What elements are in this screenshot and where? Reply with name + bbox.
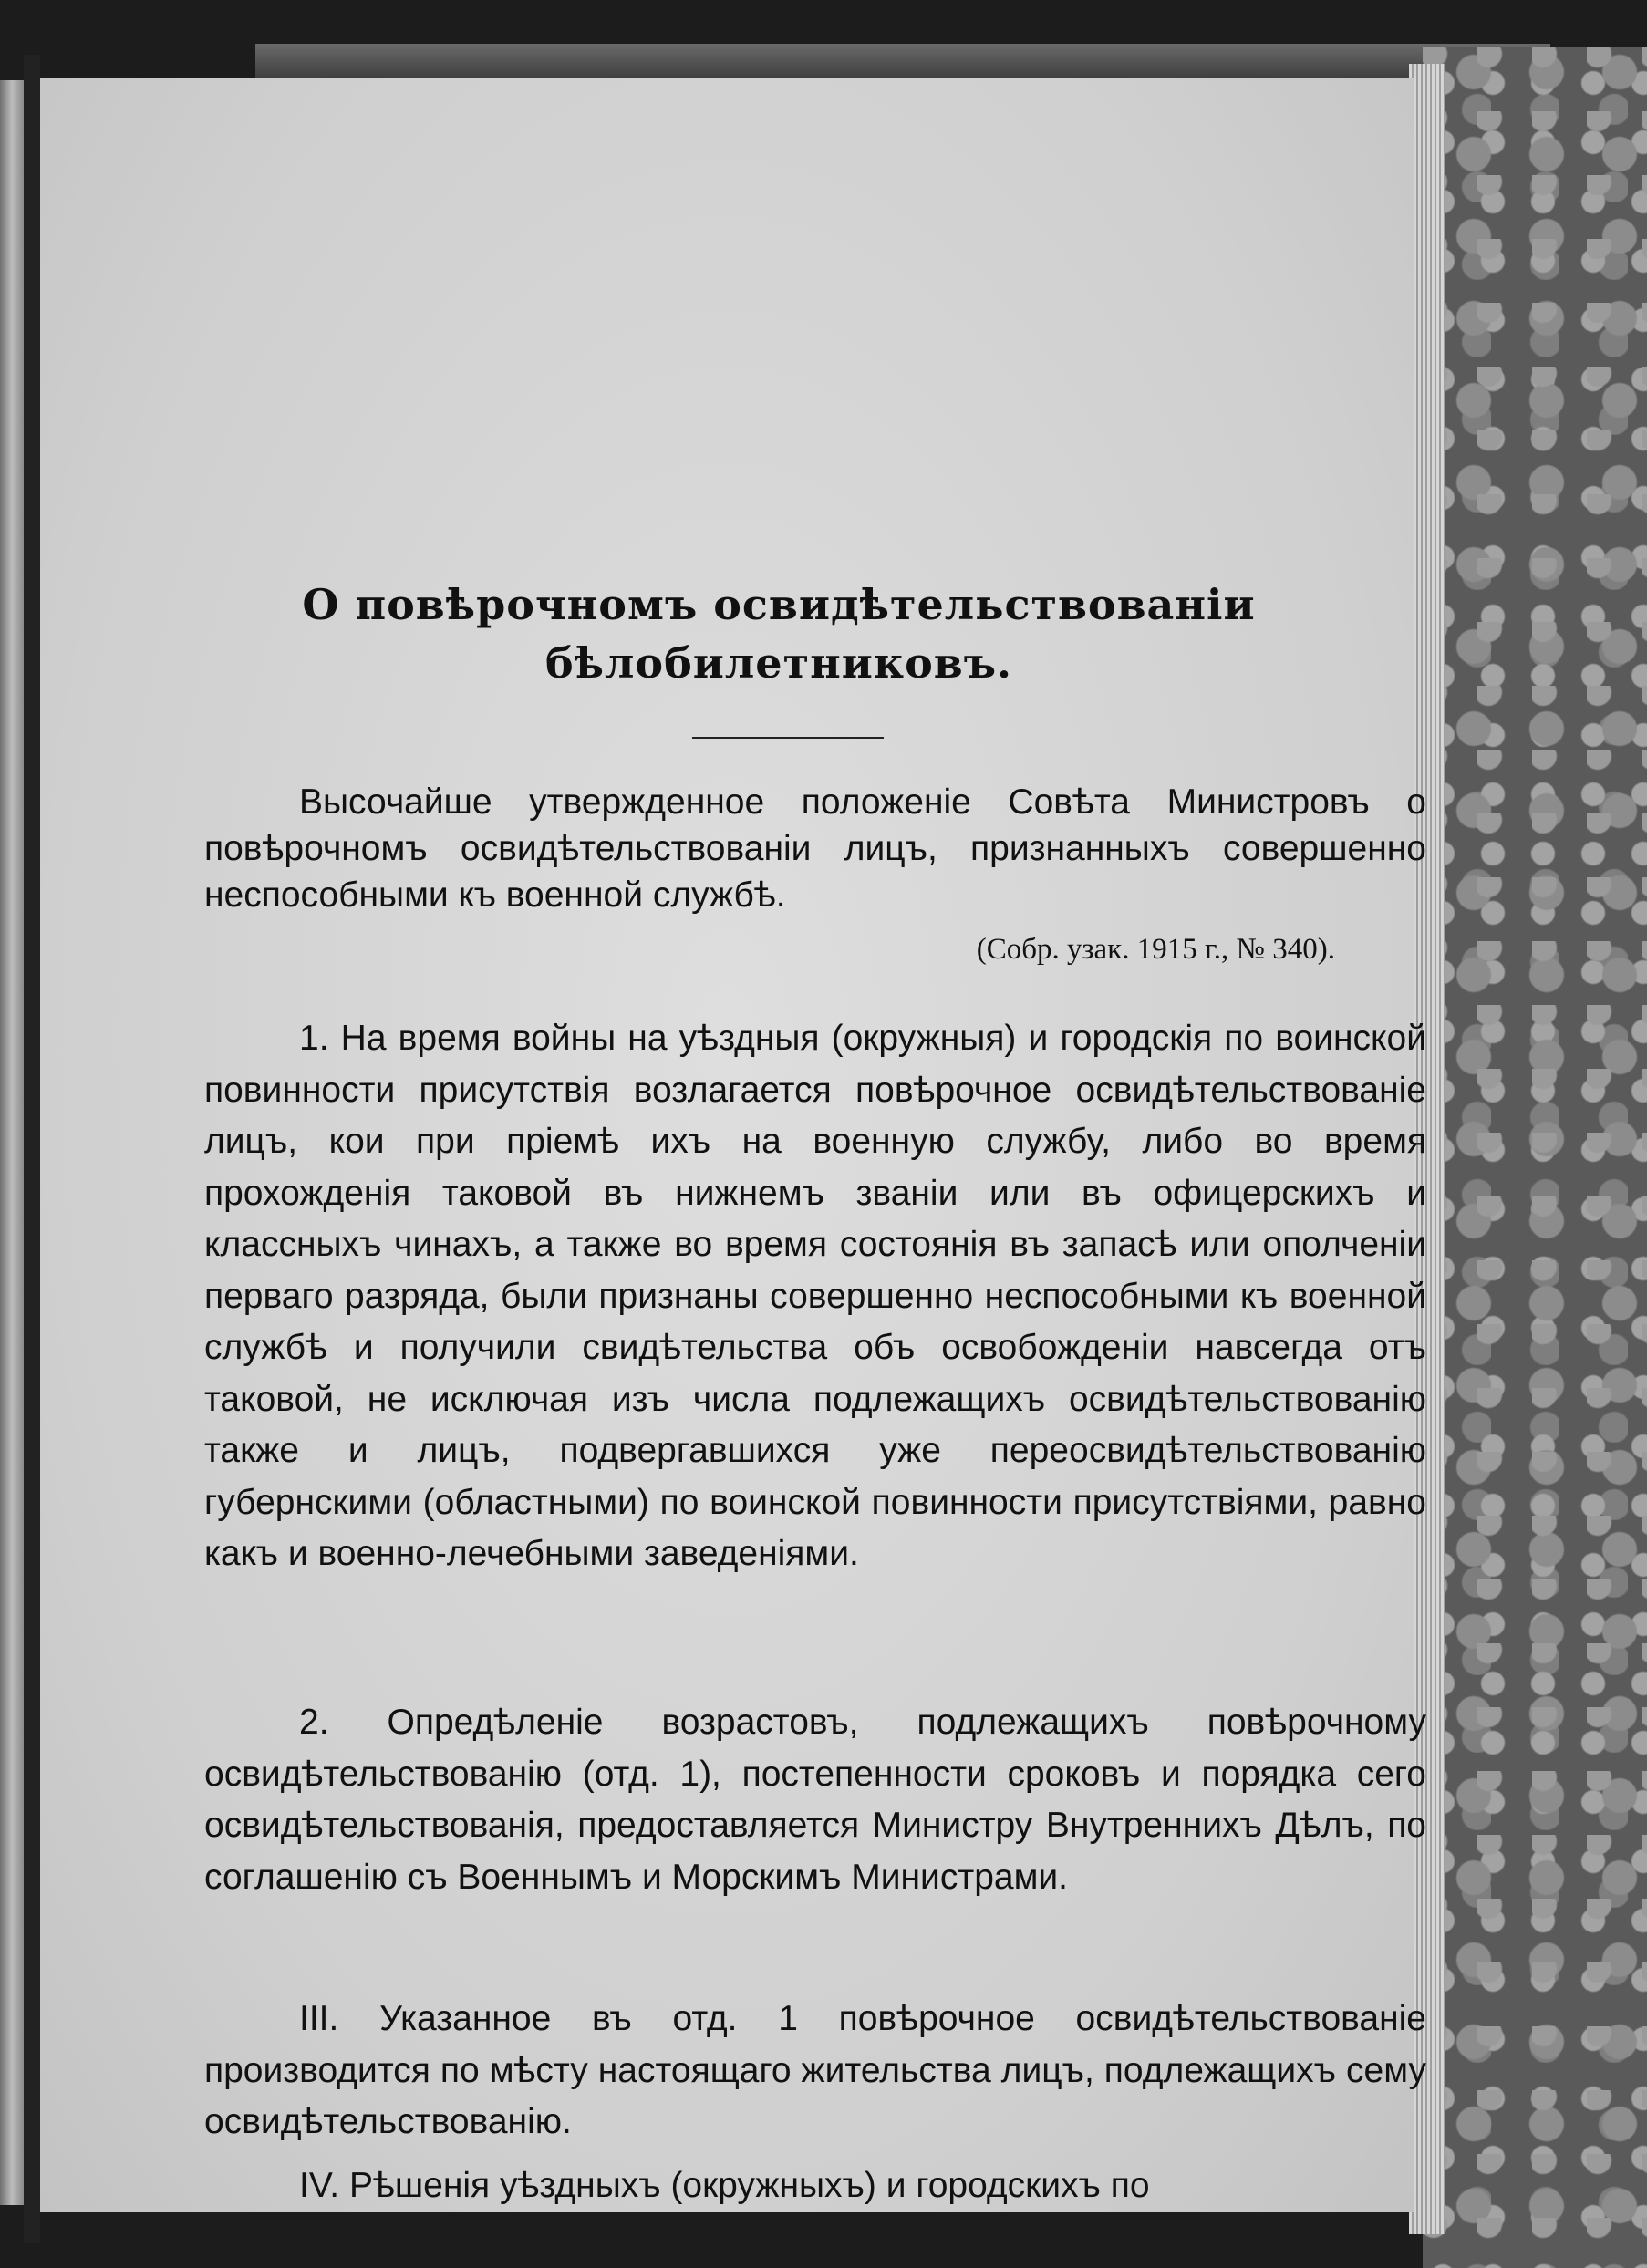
marbled-cover	[1423, 47, 1647, 2268]
paragraph-1: 1. На время войны на уѣздныя (окружныя) и городскія по воинской повинности присутствія возлагается повѣрочное освидѣтельствованіе лицъ, кои при пріемѣ ихъ на военную службу, либо во время прохожденія таковой въ нижнемъ званіи или въ офицерскихъ и классныхъ чинахъ, а также во время состоянія въ запасѣ или ополченіи перваго разряда, были признаны совершенно неспособными къ военной службѣ и получили свидѣтельства объ освобожденіи навсегда отъ таковой, не исключая изъ числа подлежащихъ освидѣтельствованію также и лицъ, подвергавшихся уже переосвидѣтельствованію губернскими (областными) по воинской повинности присутствіями, равно какъ и военно-лечебными заведеніями.	[204, 1019, 1426, 1573]
book-page	[40, 78, 1426, 2212]
book-top-edge	[255, 44, 1550, 82]
source-citation: (Собр. узак. 1915 г., № 340).	[976, 933, 1335, 966]
paragraph-3: III. Указанное въ отд. 1 повѣрочное освидѣтельствованіе производится по мѣсту настоящаго жительства лицъ, подлежащихъ сему освидѣтельствованію.	[204, 1999, 1426, 2141]
adjacent-page-edge	[0, 80, 24, 2205]
preamble-text: Высочайше утвержденное положеніе Совѣта Министровъ о повѣрочномъ освидѣтельствованіи лицъ, признанныхъ совершенно неспособными къ военной службѣ.	[204, 782, 1426, 915]
title-divider	[692, 737, 884, 739]
document-title: О повѣрочномъ освидѣтельствованіи бѣлобилетниковъ.	[302, 580, 1256, 688]
paragraph-2: 2. Опредѣленіе возрастовъ, подлежащихъ повѣрочному освидѣтельствованію (отд. 1), постепенности сроковъ и порядка сего освидѣтельствованія, предоставляется Министру Внутреннихъ Дѣлъ, по соглашенію съ Военнымъ и Морскимъ Министрами.	[204, 1703, 1426, 1897]
book-gutter	[24, 55, 40, 2243]
paragraph-4: IV. Рѣшенія уѣздныхъ (окружныхъ) и городскихъ по	[299, 2166, 1150, 2205]
